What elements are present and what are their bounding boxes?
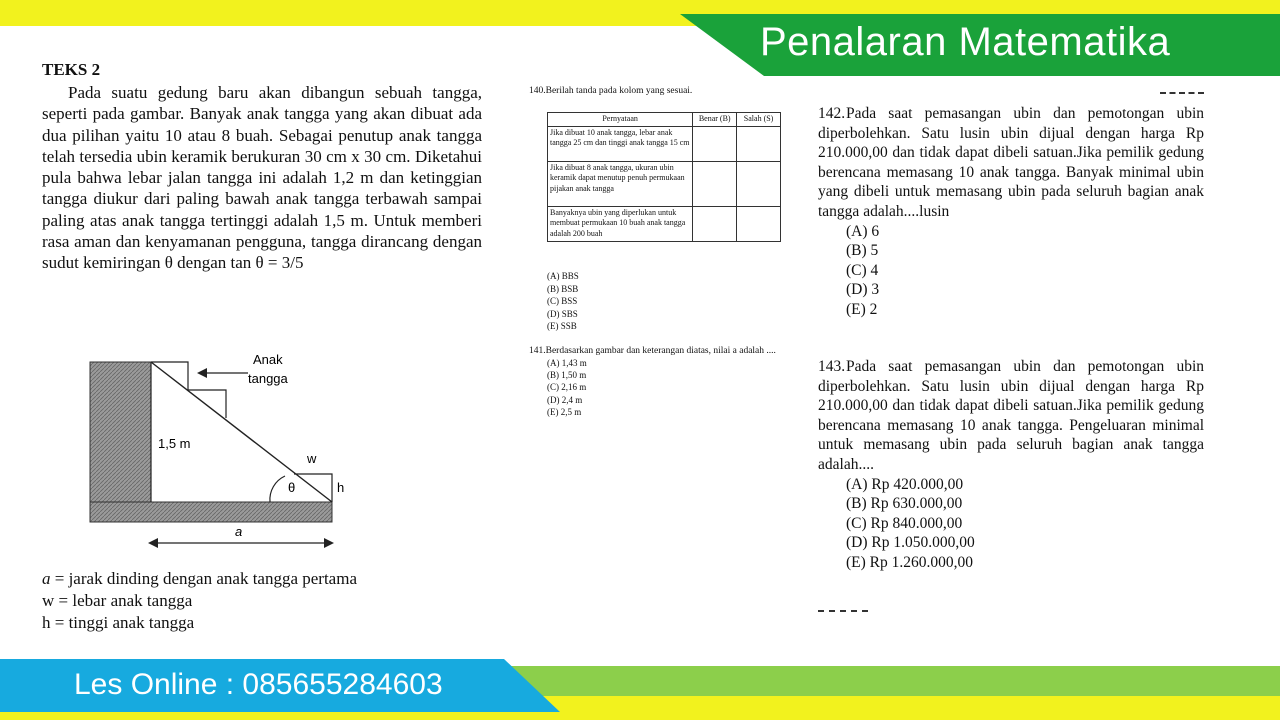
salah-cell[interactable] [737,126,781,161]
q140-options [547,270,579,333]
option-item: (B) BSB [547,283,579,294]
label-h: h [337,480,345,495]
q143 [818,357,1204,573]
table-row: Jika dibuat 10 anak tangga, lebar anak tangga 25 cm dan tinggi anak tangga 15 cm [548,126,781,161]
bottom-green-stripe [500,666,1280,696]
table-row: Banyaknya ubin yang diperlukan untuk membuat permukaan 10 buah anak tangga adalah 200 buah [548,206,781,241]
option-item: (E) 2 [846,300,878,318]
stair-slope [151,362,332,502]
option-item: (E) SSB [547,321,577,332]
q142-options [818,222,1204,320]
option-item: (A) BBS [547,271,579,281]
teks-paragraph: Pada suatu gedung baru akan dibangun sebuah tangga, seperti pada gambar. Banyak anak tangga yang akan dibuat ada dua pilihan yaitu 10 atau 8 buah. Sebagai penutup anak tangga telah tersedia ubin keramik berukuran 30 cm x 30 cm. Diketahui pula bahwa lebar jalan tangga ini adalah 1,2 m dan ketinggian tangga diukur dari paling bawah anak tangga terbawah sampai paling atas anak tangga tertinggi adalah 1,5 m. Untuk memberi rasa aman dan kenyamanan pengguna, tangga dirancang dengan sudut kemiringan θ dengan tan θ = 3/5 [42,83,482,273]
q142-stem: 142.Pada saat pemasangan ubin dan pemotongan ubin diperbolehkan. Satu lusin ubin dijual dengan harga Rp 210.000,00 dan tidak dapat dibeli satuan.Jika pemilik gedung berencana memasang 10 anak tangga. Banyak minimal ubin yang dibeli untuk memasang ubin pada seluruh bagian anak tangga adalah....lusin [818,105,1204,220]
option-item: (E) 2,5 m [547,407,582,418]
label-height: 1,5 m [158,436,191,451]
option-item: (D) 3 [846,281,880,299]
floor [90,502,332,522]
label-theta: θ [288,480,296,495]
option-item: (D) SBS [547,308,578,319]
footer-contact: Les Online : 085655284603 [74,668,443,701]
q141 [529,346,783,419]
q142 [818,104,1204,320]
label-a: a [235,524,243,539]
legend [42,568,357,634]
q143-stem: 143.Pada saat pemasangan ubin dan pemotongan ubin diperbolehkan. Satu lusin ubin dijual dengan harga Rp 210.000,00 dan tidak dapat dibeli satuan.Jika pemilik gedung berencana memasang 10 anak tangga. Pengeluaran minimal untuk memasang ubin pada seluruh bagian anak tangga adalah.... [818,358,1204,473]
label-tangga: tangga [248,371,288,386]
wall [90,362,151,502]
legend-w: w = lebar anak tangga [42,591,193,610]
statement-table [547,112,781,242]
table-row: Jika dibuat 8 anak tangga, ukuran ubin keramik dapat menutup penuh permukaan pijakan anak tangga [548,161,781,206]
option-item: (B) 1,50 m [547,369,587,380]
option-item: (C) 4 [846,261,879,279]
benar-cell[interactable] [693,161,737,206]
teks-title: TEKS 2 [42,60,101,79]
page-cut-mark [1160,92,1204,98]
option-item: (B) Rp 630.000,00 [846,495,963,513]
q141-stem: 141.Berdasarkan gambar dan keterangan diatas, nilai a adalah .... [529,346,776,356]
legend-a: a = jarak dinding dengan anak tangga pertama [42,569,357,588]
option-item: (A) 1,43 m [547,357,587,368]
teks-body [42,82,482,274]
salah-cell[interactable] [737,206,781,241]
middle-column [529,86,784,418]
option-item: (E) Rp 1.260.000,00 [846,553,974,571]
option-item: (C) Rp 840.000,00 [846,514,963,532]
col-salah: Salah (S) [737,113,781,127]
legend-h: h = tinggi anak tangga [42,613,195,632]
banner-title: Penalaran Matematika [760,20,1171,64]
q143-options [818,475,1204,573]
option-item: (D) Rp 1.050.000,00 [846,534,975,552]
label-w: w [307,451,317,466]
option-item: (A) Rp 420.000,00 [846,475,964,493]
col-pernyataan: Pernyataan [548,113,693,127]
option-item: (C) BSS [547,296,578,307]
benar-cell[interactable] [693,206,737,241]
option-item: (D) 2,4 m [547,394,583,405]
option-item: (A) 6 [846,222,880,240]
col-benar: Benar (B) [693,113,737,127]
benar-cell[interactable] [693,126,737,161]
label-anak: Anak [253,352,283,367]
q141-options [529,357,783,419]
q140-instruction: 140.Berilah tanda pada kolom yang sesuai. [529,86,693,96]
pointer-arrow [197,368,207,378]
option-item: (C) 2,16 m [547,382,587,393]
page-cut-mark [818,610,868,616]
angle-arc [270,476,285,502]
option-item: (B) 5 [846,242,879,260]
staircase-diagram [80,348,360,558]
salah-cell[interactable] [737,161,781,206]
